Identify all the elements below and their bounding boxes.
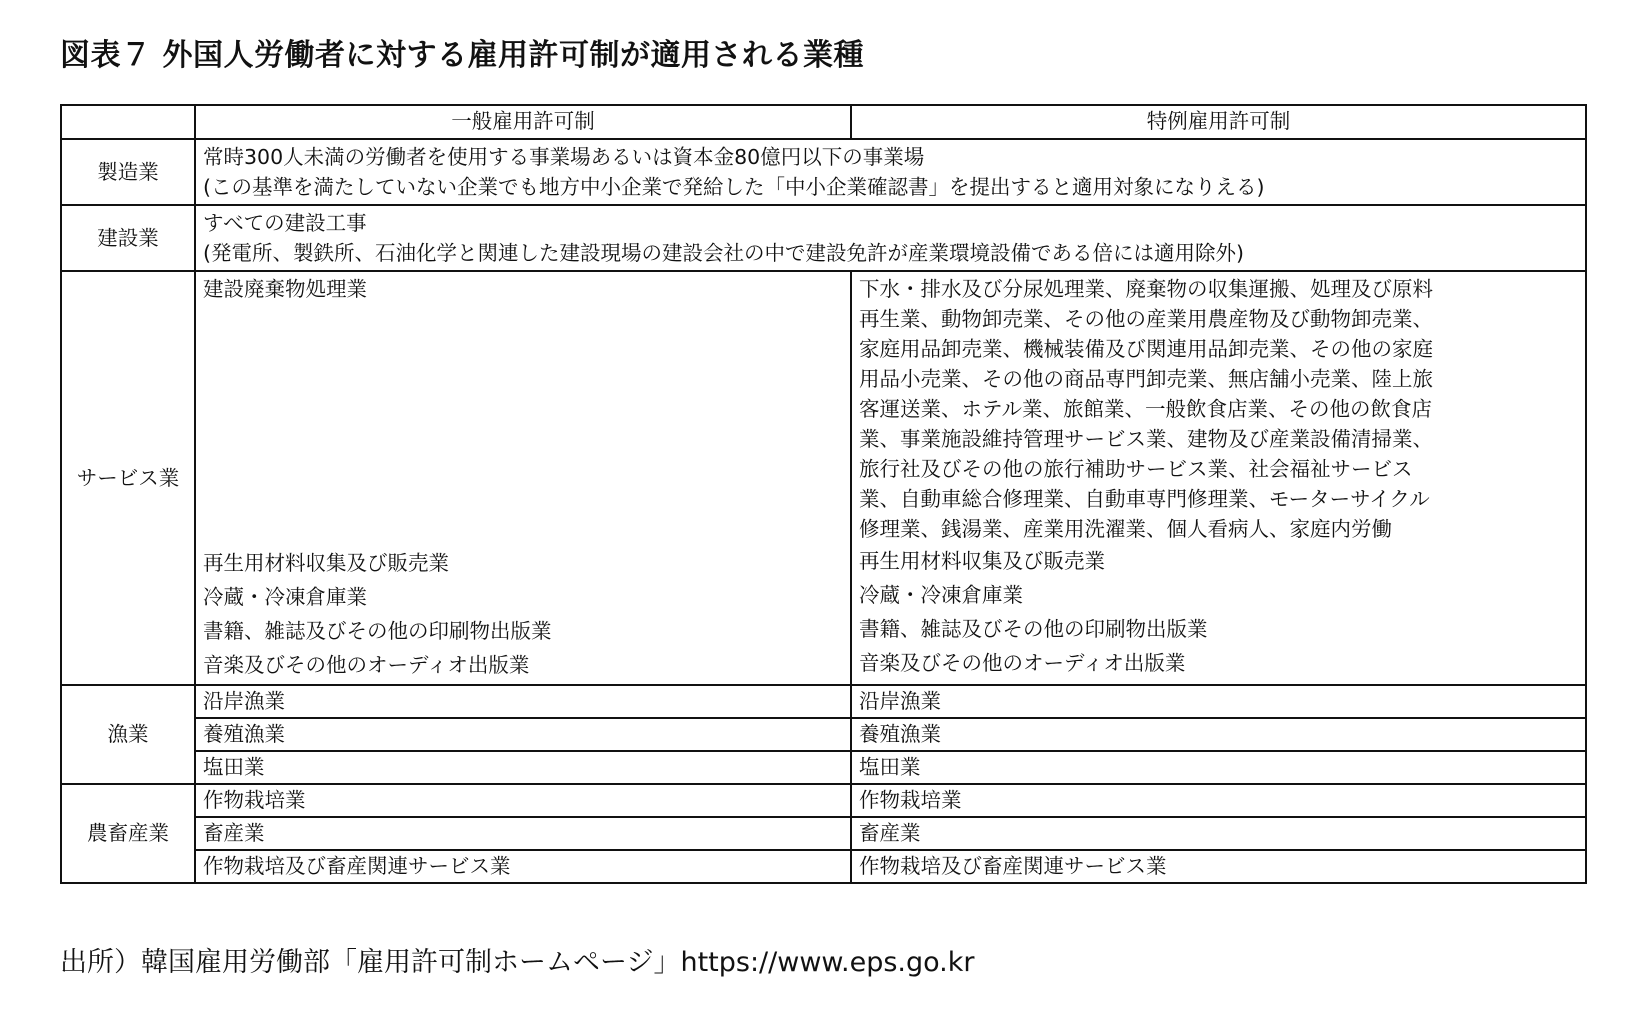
row-fishery-1 bbox=[61, 685, 1586, 718]
service-general-item: 音楽及びその他のオーディオ出版業 bbox=[203, 653, 530, 677]
service-special-line: 再生業、動物卸売業、その他の産業用農産物及び動物卸売業、 bbox=[859, 307, 1433, 331]
agriculture-general: 作物栽培及び畜産関連サービス業 bbox=[195, 850, 851, 883]
category-fishery: 漁業 bbox=[61, 685, 195, 784]
service-special-line: 下水・排水及び分尿処理業、廃棄物の収集運搬、処理及び原料 bbox=[859, 277, 1433, 301]
service-special-line: 業、事業施設維持管理サービス業、建物及び産業設備清掃業、 bbox=[859, 427, 1433, 451]
service-general-first: 建設廃棄物処理業 bbox=[203, 277, 367, 301]
service-general-item: 再生用材料収集及び販売業 bbox=[203, 551, 449, 575]
service-special-line: 客運送業、ホテル業、旅館業、一般飲食店業、その他の飲食店 bbox=[859, 397, 1432, 421]
agriculture-special: 作物栽培業 bbox=[851, 784, 1586, 817]
header-row bbox=[61, 105, 1586, 139]
service-general bbox=[195, 271, 851, 685]
agriculture-special: 作物栽培及び畜産関連サービス業 bbox=[851, 850, 1586, 883]
row-service bbox=[61, 271, 1586, 685]
category-manufacturing: 製造業 bbox=[61, 139, 195, 205]
row-agriculture-1 bbox=[61, 784, 1586, 817]
fishery-general: 養殖漁業 bbox=[195, 718, 851, 751]
category-construction: 建設業 bbox=[61, 205, 195, 271]
service-special-line: 修理業、銭湯業、産業用洗濯業、個人看病人、家庭内労働 bbox=[859, 517, 1392, 541]
header-special: 特例雇用許可制 bbox=[851, 105, 1586, 139]
manufacturing-line-2: (この基準を満たしていない企業でも地方中小企業で発給した「中小企業確認書」を提出すると適用対象になりえる) bbox=[203, 175, 1265, 199]
row-fishery-3 bbox=[61, 751, 1586, 784]
figure-title: 図表７ 外国人労働者に対する雇用許可制が適用される業種 bbox=[60, 38, 864, 73]
service-special-item: 書籍、雑誌及びその他の印刷物出版業 bbox=[859, 617, 1208, 641]
header-blank bbox=[61, 105, 195, 139]
service-special-line: 業、自動車総合修理業、自動車専門修理業、モーターサイクル bbox=[859, 487, 1430, 511]
service-general-item: 冷蔵・冷凍倉庫業 bbox=[203, 585, 367, 609]
row-agriculture-3 bbox=[61, 850, 1586, 883]
manufacturing-line-1: 常時300人未満の労働者を使用する事業場あるいは資本金80億円以下の事業場 bbox=[203, 145, 925, 169]
agriculture-special: 畜産業 bbox=[851, 817, 1586, 850]
fishery-special: 沿岸漁業 bbox=[851, 685, 1586, 718]
service-special-line: 家庭用品卸売業、機械装備及び関連用品卸売業、その他の家庭 bbox=[859, 337, 1433, 361]
manufacturing-criteria bbox=[195, 139, 1586, 205]
row-agriculture-2 bbox=[61, 817, 1586, 850]
service-special-line: 旅行社及びその他の旅行補助サービス業、社会福祉サービス bbox=[859, 457, 1413, 481]
industry-table bbox=[60, 104, 1587, 884]
service-special-item: 冷蔵・冷凍倉庫業 bbox=[859, 583, 1023, 607]
service-special-line: 用品小売業、その他の商品専門卸売業、無店舗小売業、陸上旅 bbox=[859, 367, 1433, 391]
row-fishery-2 bbox=[61, 718, 1586, 751]
category-service: サービス業 bbox=[61, 271, 195, 685]
fishery-special: 塩田業 bbox=[851, 751, 1586, 784]
agriculture-general: 畜産業 bbox=[195, 817, 851, 850]
service-special bbox=[851, 271, 1586, 685]
service-special-item: 音楽及びその他のオーディオ出版業 bbox=[859, 651, 1186, 675]
row-manufacturing bbox=[61, 139, 1586, 205]
fishery-general: 沿岸漁業 bbox=[195, 685, 851, 718]
construction-criteria bbox=[195, 205, 1586, 271]
construction-line-2: (発電所、製鉄所、石油化学と関連した建設現場の建設会社の中で建設免許が産業環境設備である倍には適用除外) bbox=[203, 241, 1244, 265]
category-agriculture: 農畜産業 bbox=[61, 784, 195, 883]
source-note: 出所）韓国雇用労働部「雇用許可制ホームページ」https://www.eps.go.kr bbox=[60, 947, 975, 978]
service-general-spacer bbox=[203, 304, 843, 546]
row-construction bbox=[61, 205, 1586, 271]
construction-line-1: すべての建設工事 bbox=[203, 211, 367, 235]
fishery-special: 養殖漁業 bbox=[851, 718, 1586, 751]
service-general-item: 書籍、雑誌及びその他の印刷物出版業 bbox=[203, 619, 552, 643]
service-special-item: 再生用材料収集及び販売業 bbox=[859, 549, 1105, 573]
header-general: 一般雇用許可制 bbox=[195, 105, 851, 139]
agriculture-general: 作物栽培業 bbox=[195, 784, 851, 817]
fishery-general: 塩田業 bbox=[195, 751, 851, 784]
